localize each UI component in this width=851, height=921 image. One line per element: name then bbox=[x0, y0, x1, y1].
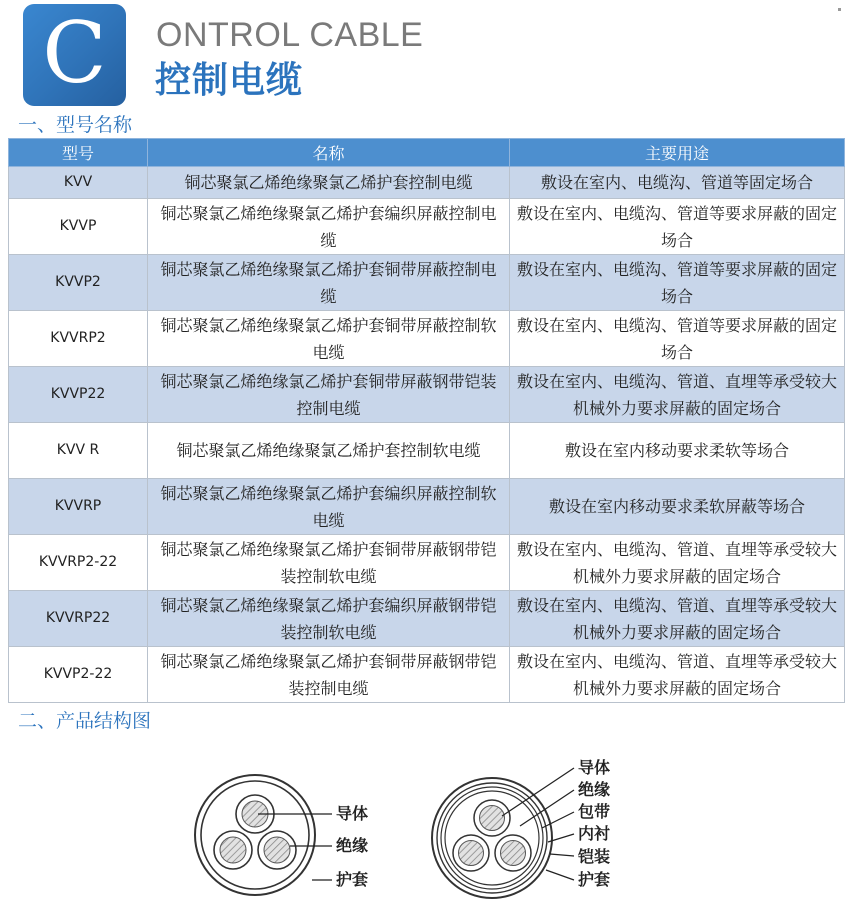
table-row bbox=[9, 479, 845, 535]
cell-name: 铜芯聚氯乙烯绝缘聚氯乙烯护套铜带屏蔽控制软电缆 bbox=[148, 311, 510, 367]
cell-name: 铜芯聚氯乙烯绝缘聚氯乙烯护套编织屏蔽控制软电缆 bbox=[148, 479, 510, 535]
cell-model: KVVRP2 bbox=[9, 311, 148, 367]
cell-use: 敷设在室内移动要求柔软屏蔽等场合 bbox=[510, 479, 845, 535]
table-row bbox=[9, 423, 845, 479]
label-insulation-left: 绝缘 bbox=[336, 836, 369, 855]
table-row bbox=[9, 199, 845, 255]
corner-dot bbox=[838, 8, 841, 11]
cell-use: 敷设在室内、电缆沟、管道等固定场合 bbox=[510, 167, 845, 199]
label-insulation-right: 绝缘 bbox=[578, 780, 611, 799]
column-header-use: 主要用途 bbox=[510, 139, 845, 167]
cell-model: KVVP2-22 bbox=[9, 647, 148, 703]
table-row bbox=[9, 311, 845, 367]
column-header-model: 型号 bbox=[9, 139, 148, 167]
column-header-name: 名称 bbox=[148, 139, 510, 167]
cell-use: 敷设在室内移动要求柔软等场合 bbox=[510, 423, 845, 479]
core-left bbox=[453, 835, 489, 871]
cell-model: KVVP2 bbox=[9, 255, 148, 311]
table-row bbox=[9, 367, 845, 423]
cell-model: KVVRP bbox=[9, 479, 148, 535]
label-sheath-right: 护套 bbox=[578, 870, 611, 889]
cell-name: 铜芯聚氯乙烯绝缘聚氯乙烯护套铜带屏蔽控制电缆 bbox=[148, 255, 510, 311]
model-table bbox=[8, 138, 845, 703]
cell-use: 敷设在室内、电缆沟、管道、直埋等承受较大机械外力要求屏蔽的固定场合 bbox=[510, 535, 845, 591]
label-conductor-left: 导体 bbox=[336, 804, 369, 823]
left-leader-lines bbox=[240, 800, 340, 890]
cell-use: 敷设在室内、电缆沟、管道等要求屏蔽的固定场合 bbox=[510, 311, 845, 367]
table-row bbox=[9, 255, 845, 311]
table-row bbox=[9, 167, 845, 199]
label-tape-right: 包带 bbox=[578, 802, 611, 821]
page-title-chinese: 控制电缆 bbox=[155, 60, 304, 101]
cell-use: 敷设在室内、电缆沟、管道、直埋等承受较大机械外力要求屏蔽的固定场合 bbox=[510, 647, 845, 703]
cell-use: 敷设在室内、电缆沟、管道等要求屏蔽的固定场合 bbox=[510, 199, 845, 255]
cell-use: 敷设在室内、电缆沟、管道等要求屏蔽的固定场合 bbox=[510, 255, 845, 311]
cell-use: 敷设在室内、电缆沟、管道、直埋等承受较大机械外力要求屏蔽的固定场合 bbox=[510, 591, 845, 647]
cell-name: 铜芯聚氯乙烯绝缘聚氯乙烯护套铜带屏蔽钢带铠装控制电缆 bbox=[148, 647, 510, 703]
cell-use: 敷设在室内、电缆沟、管道、直埋等承受较大机械外力要求屏蔽的固定场合 bbox=[510, 367, 845, 423]
table-row bbox=[9, 591, 845, 647]
label-lining-right: 内衬 bbox=[578, 824, 611, 843]
cell-name: 铜芯聚氯乙烯绝缘聚氯乙烯护套编织屏蔽钢带铠装控制软电缆 bbox=[148, 591, 510, 647]
cell-name: 铜芯聚氯乙烯绝缘聚氯乙烯护套编织屏蔽控制电缆 bbox=[148, 199, 510, 255]
cell-model: KVVP bbox=[9, 199, 148, 255]
table-row bbox=[9, 535, 845, 591]
page-title-english: ONTROL CABLE bbox=[156, 16, 424, 54]
table-row bbox=[9, 647, 845, 703]
cell-model: KVVRP22 bbox=[9, 591, 148, 647]
cell-model: KVVRP2-22 bbox=[9, 535, 148, 591]
cell-model: KVV bbox=[9, 167, 148, 199]
label-sheath-left: 护套 bbox=[336, 870, 369, 889]
cell-name: 铜芯聚氯乙烯绝缘聚氯乙烯护套控制软电缆 bbox=[148, 423, 510, 479]
cell-name: 铜芯聚氯乙烯绝缘氯乙烯护套铜带屏蔽钢带铠装控制电缆 bbox=[148, 367, 510, 423]
section-heading-models: 一、型号名称 bbox=[18, 114, 133, 136]
cell-model: KVVP22 bbox=[9, 367, 148, 423]
section-heading-structure: 二、产品结构图 bbox=[18, 710, 152, 732]
table-header-row bbox=[9, 139, 845, 167]
logo-badge bbox=[23, 4, 126, 106]
cell-name: 铜芯聚氯乙烯绝缘聚氯乙烯护套控制电缆 bbox=[148, 167, 510, 199]
label-armor-right: 铠装 bbox=[578, 847, 611, 866]
logo-letter: C bbox=[42, 4, 107, 102]
cell-model: KVV R bbox=[9, 423, 148, 479]
cell-name: 铜芯聚氯乙烯绝缘聚氯乙烯护套铜带屏蔽钢带铠装控制软电缆 bbox=[148, 535, 510, 591]
label-conductor-right: 导体 bbox=[578, 758, 611, 777]
right-leader-lines bbox=[490, 760, 580, 890]
